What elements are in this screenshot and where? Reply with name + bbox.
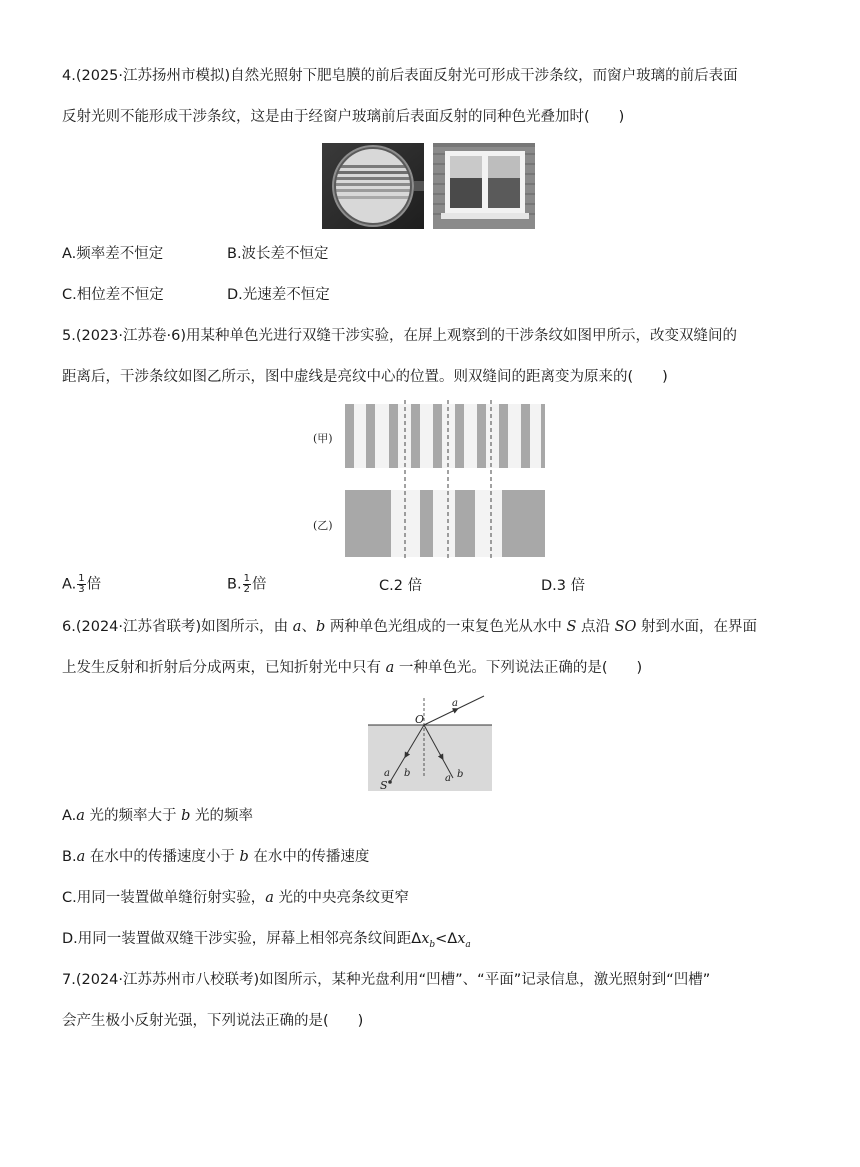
q4-option-a: A.频率差不恒定 xyxy=(62,246,164,262)
q4-option-b: B.波长差不恒定 xyxy=(227,246,329,262)
refraction-diagram xyxy=(366,692,494,792)
q4-option-c: C.相位差不恒定 xyxy=(62,287,164,303)
q4-option-d: D.光速差不恒定 xyxy=(227,287,330,303)
interference-fringes-figure xyxy=(305,398,555,563)
q4-stem-line2: 反射光则不能形成干涉条纹，这是由于经窗户玻璃前后表面反射的同种色光叠加时( ) xyxy=(62,109,625,125)
q7-stem-line1: 7.(2024·江苏苏州市八校联考)如图所示，某种光盘利用“凹槽”、“平面”记录信息，激光照射到“凹槽” xyxy=(62,972,711,988)
q6-option-d: D.用同一装置做双缝干涉实验，屏幕上相邻亮条纹间距$\Delta x_b<\Delta x_a$ xyxy=(62,931,471,950)
q6-stem-line1: 6.(2024·江苏省联考)如图所示，由 a、b 两种单色光组成的一束复色光从水中 S 点沿 SO 射到水面，在界面 xyxy=(62,619,758,635)
q7-stem-line2: 会产生极小反射光强，下列说法正确的是( ) xyxy=(62,1013,364,1029)
q6-option-a: A.a 光的频率大于 b 光的频率 xyxy=(62,808,254,824)
label-s: S xyxy=(380,779,388,792)
q6-stem-line2: 上发生反射和折射后分成两束，已知折射光中只有 a 一种单色光。下列说法正确的是( ) xyxy=(62,660,643,676)
label-b-incident: b xyxy=(404,768,411,779)
q6-option-b: B.a 在水中的传播速度小于 b 在水中的传播速度 xyxy=(62,849,370,865)
fringes-jia xyxy=(345,404,545,468)
q5-stem-line2: 距离后，干涉条纹如图乙所示，图中虚线是亮纹中心的位置。则双缝间的距离变为原来的( ) xyxy=(62,369,668,385)
q5-option-c: C.2 倍 xyxy=(379,578,423,594)
window-photo xyxy=(433,143,535,229)
q5-option-b: B. $\frac{1}{2}$ 倍 xyxy=(227,573,267,595)
q5-option-d: D.3 倍 xyxy=(541,578,586,594)
label-yi: (乙) xyxy=(313,519,333,532)
q6-option-c: C.用同一装置做单缝衍射实验，a 光的中央亮条纹更窄 xyxy=(62,890,409,906)
label-a-incident: a xyxy=(384,768,390,779)
soap-film-photo xyxy=(322,143,424,229)
q5-stem-line1: 5.(2023·江苏卷·6)用某种单色光进行双缝干涉实验，在屏上观察到的干涉条纹如图甲所示，改变双缝间的 xyxy=(62,328,737,344)
fringes-yi xyxy=(345,490,545,557)
label-a-refracted: a xyxy=(452,698,458,709)
label-a-reflected: a xyxy=(445,773,451,784)
label-jia: (甲) xyxy=(313,432,333,445)
point-s xyxy=(388,780,392,784)
q4-stem-line1: 4.(2025·江苏扬州市模拟)自然光照射下肥皂膜的前后表面反射光可形成干涉条纹，而窗户玻璃的前后表面 xyxy=(62,68,738,84)
q5-option-a: A. $\frac{1}{3}$ 倍 xyxy=(62,573,102,595)
label-o: O xyxy=(415,713,425,726)
label-b-reflected: b xyxy=(457,769,464,780)
